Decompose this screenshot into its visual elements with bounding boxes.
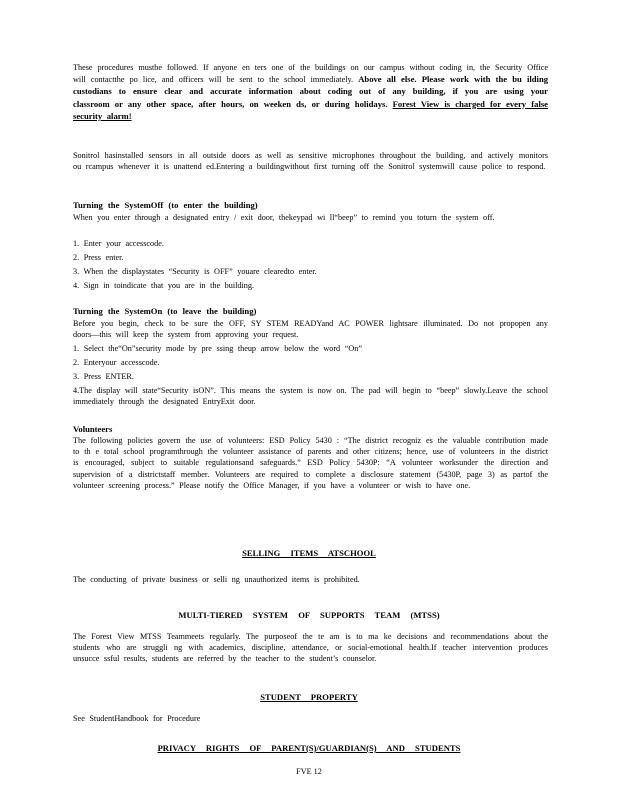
system-off-heading: Turning the SystemOff (to enter the building) <box>73 200 258 210</box>
volunteers-paragraph: The following policies govern the use of volunteers: ESD Policy 5430 : “The district recogniz es the valuable contribution made to th e total school programthrough the volunteer assistance of parents and other citizens; hence, use of volunteers in the district is encouraged, subject to suitable regulationsand safeguards.” ESD Policy 5430P: “A volunteer worksunder the direction and supervision of a districtstaff member. Volunteers are required to complete a disclosure statement (5430P, page 3) as partof the volunteer screening process.” Please notify the Office Manager, if you have a volunteer or wish to have one. <box>73 436 548 490</box>
sonitrol-paragraph: Sonitrol hasinstalled sensors in all outside doors as well as sensitive microphones throughout the building, and actively monitors ou rcampus whenever it is unattend ed.Entering a buildingwithout first turning off the Sonitrol systemwill cause police to respond. <box>73 151 548 172</box>
volunteers-heading: Volunteers <box>73 424 113 434</box>
intro-bold-text: Above all else. Please work with the bu ilding custodians to ensure clear and accurate information about coding out of any building, if you are using your classroom or any other space, after hours, on weeken ds, or during holidays. <box>73 74 549 109</box>
system-on-step: 2. Enteryour accesscode. <box>73 358 160 367</box>
system-on-step: 3. Press ENTER. <box>73 372 134 381</box>
false-alarm-warning: Forest View is charged for every false security alarm! <box>73 98 548 121</box>
intro-paragraph <box>73 62 548 122</box>
privacy-heading: PRIVACY RIGHTS OF PARENT(S)/GUARDIAN(S) AND STUDENTS <box>157 743 461 753</box>
system-on-step: 1. Select the“On”security mode by pre ssing theup arrow below the word “On” <box>73 344 362 353</box>
page-footer: FVE 12 <box>296 767 322 776</box>
intro-text: These procedures mustbe followed. If anyone en ters one of the buildings on our campus without coding in, the Security Office will contactthe po lice, and officers will be sent to the school immediately. <box>73 63 548 85</box>
system-off-step: 4. Sign in toindicate that you are in the building. <box>73 281 254 290</box>
student-property-paragraph: See StudentHandbook for Procedure <box>73 714 201 723</box>
student-property-heading: STUDENT PROPERTY <box>260 692 358 702</box>
system-on-heading: Turning the SystemOn (to leave the building) <box>73 306 257 316</box>
selling-heading: SELLING ITEMS ATSCHOOL <box>242 548 376 558</box>
system-off-intro: When you enter through a designated entry / exit door, thekeypad wi ll“beep” to remind you toturn the system off. <box>73 213 495 222</box>
system-off-step: 1. Enter your accesscode. <box>73 239 164 248</box>
mtss-heading: MULTI-TIERED SYSTEM OF SUPPORTS TEAM (MTSS) <box>178 610 440 620</box>
system-on-final-step: 4.The display will state“Security isON”. This means the system is now on. The pad will begin to “beep” slowly.Leave the school immediately through the designated EntryExit door. <box>73 386 548 407</box>
selling-paragraph: The conducting of private business or selli ng unauthorized items is prohibited. <box>73 575 360 584</box>
mtss-paragraph: The Forest View MTSS Teammeets regularly. The purposeof the te am is to ma ke decisions and recommendations about the students who are struggli ng with academics, discipline, attendance, or social-emotional health.If teacher intervention produces unsucce ssful results, students are referred by the teacher to the student’s counselor. <box>73 632 548 664</box>
system-off-step: 2. Press enter. <box>73 253 124 262</box>
system-off-step: 3. When the displaystates “Security is OFF” youare clearedto enter. <box>73 267 317 276</box>
system-on-intro: Before you begin, check to be sure the OFF, SY STEM READYand AC POWER lightsare illuminated. Do not propopen any doors—this will keep the system from approving your request. <box>73 319 548 340</box>
